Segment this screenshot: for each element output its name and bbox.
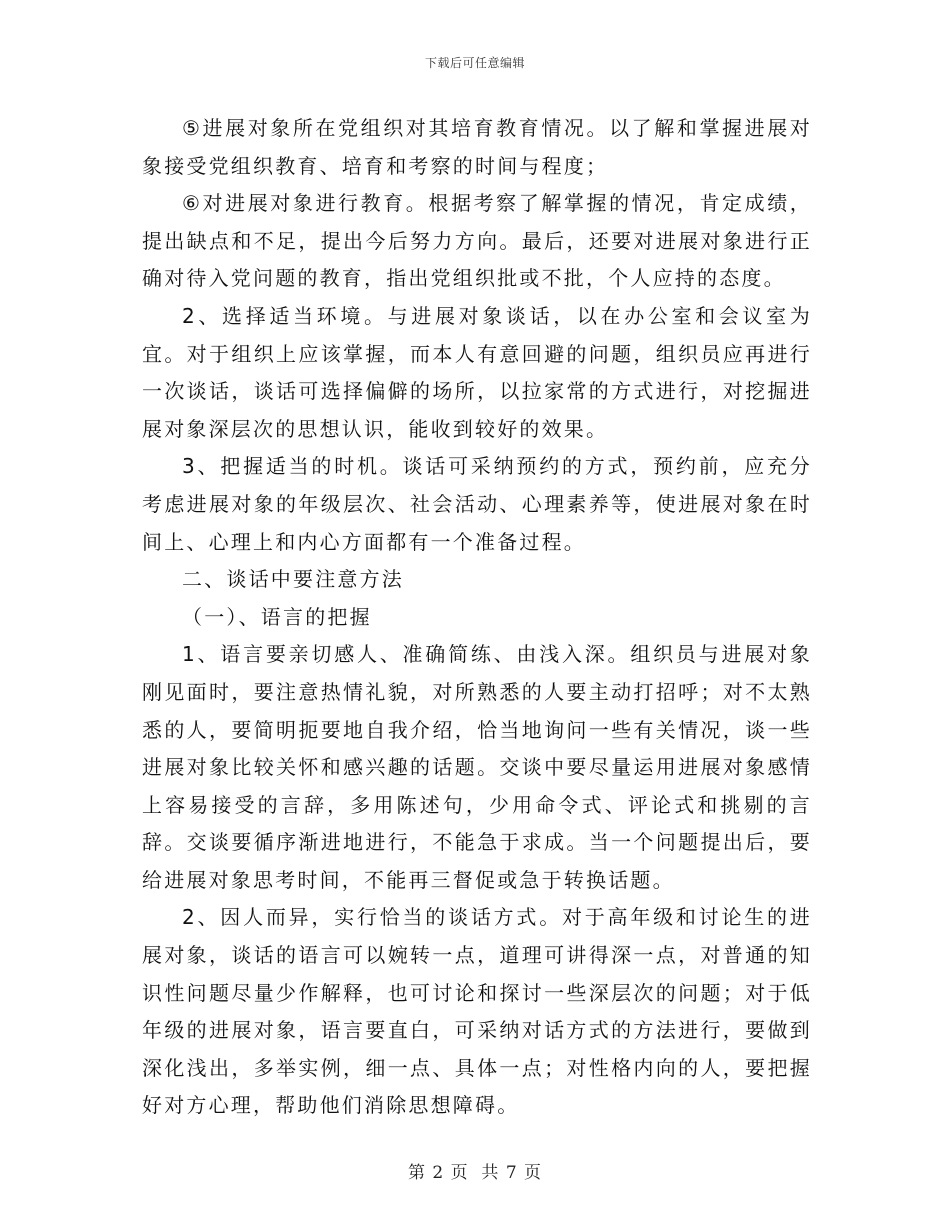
paragraph-environment: 2、选择适当环境。与进展对象谈话，以在办公室和会议室为宜。对于组织上应该掌握，而本人有意回避的问题，组织员应再进行一次谈话，谈话可选择偏僻的场所，以拉家常的方式进行，对挖掘进展对象深层次的思想认识，能收到较好的效果。	[142, 303, 812, 441]
footer-prefix: 第	[407, 1163, 426, 1183]
paragraph-timing: 3、把握适当的时机。谈话可采纳预约的方式，预约前，应充分考虑进展对象的年级层次、社会活动、心理素养等，使进展对象在时间上、心理上和内心方面都有一个准备过程。	[142, 454, 812, 554]
page-footer	[0, 1158, 950, 1183]
footer-current-page: 2	[432, 1163, 445, 1183]
document-body	[142, 110, 812, 1125]
footer-suffix: 页	[524, 1163, 543, 1183]
footer-mid: 页 共	[450, 1163, 500, 1183]
header-note: 下载后可任意编辑	[424, 56, 525, 70]
paragraph-approach: 2、因人而异，实行恰当的谈话方式。对于高年级和讨论生的进展对象，谈话的语言可以婉转一点，道理可讲得深一点，对普通的知识性问题尽量少作解释，也可讨论和探讨一些深层次的问题；对于低年级的进展对象，语言要直白，可采纳对话方式的方法进行，要做到深化浅出，多举实例，细一点、具体一点；对性格内向的人，要把握好对方心理，帮助他们消除思想障碍。	[142, 905, 812, 1118]
paragraph-item-6: ⑥对进展对象进行教育。根据考察了解掌握的情况，肯定成绩，提出缺点和不足，提出今后努力方向。最后，还要对进展对象进行正确对待入党问题的教育，指出党组织批或不批，个人应持的态度。	[142, 191, 812, 291]
section-heading: 二、谈话中要注意方法	[182, 567, 404, 592]
footer-total-pages: 7	[505, 1163, 518, 1183]
paragraph-language: 1、语言要亲切感人、准确简练、由浅入深。组织员与进展对象刚见面时，要注意热情礼貌，对所熟悉的人要主动打招呼；对不太熟悉的人，要简明扼要地自我介绍，恰当地询问一些有关情况，谈一些进展对象比较关怀和感兴趣的话题。交谈中要尽量运用进展对象感情上容易接受的言辞，多用陈述句，少用命令式、评论式和挑剔的言辞。交谈要循序渐进地进行，不能急于求成。当一个问题提出后，要给进展对象思考时间，不能再三督促或急于转换话题。	[142, 642, 812, 892]
paragraph-item-5: ⑤进展对象所在党组织对其培育教育情况。以了解和掌握进展对象接受党组织教育、培育和考察的时间与程度；	[142, 116, 812, 178]
subsection-heading: （一）、语言的把握	[182, 604, 372, 629]
